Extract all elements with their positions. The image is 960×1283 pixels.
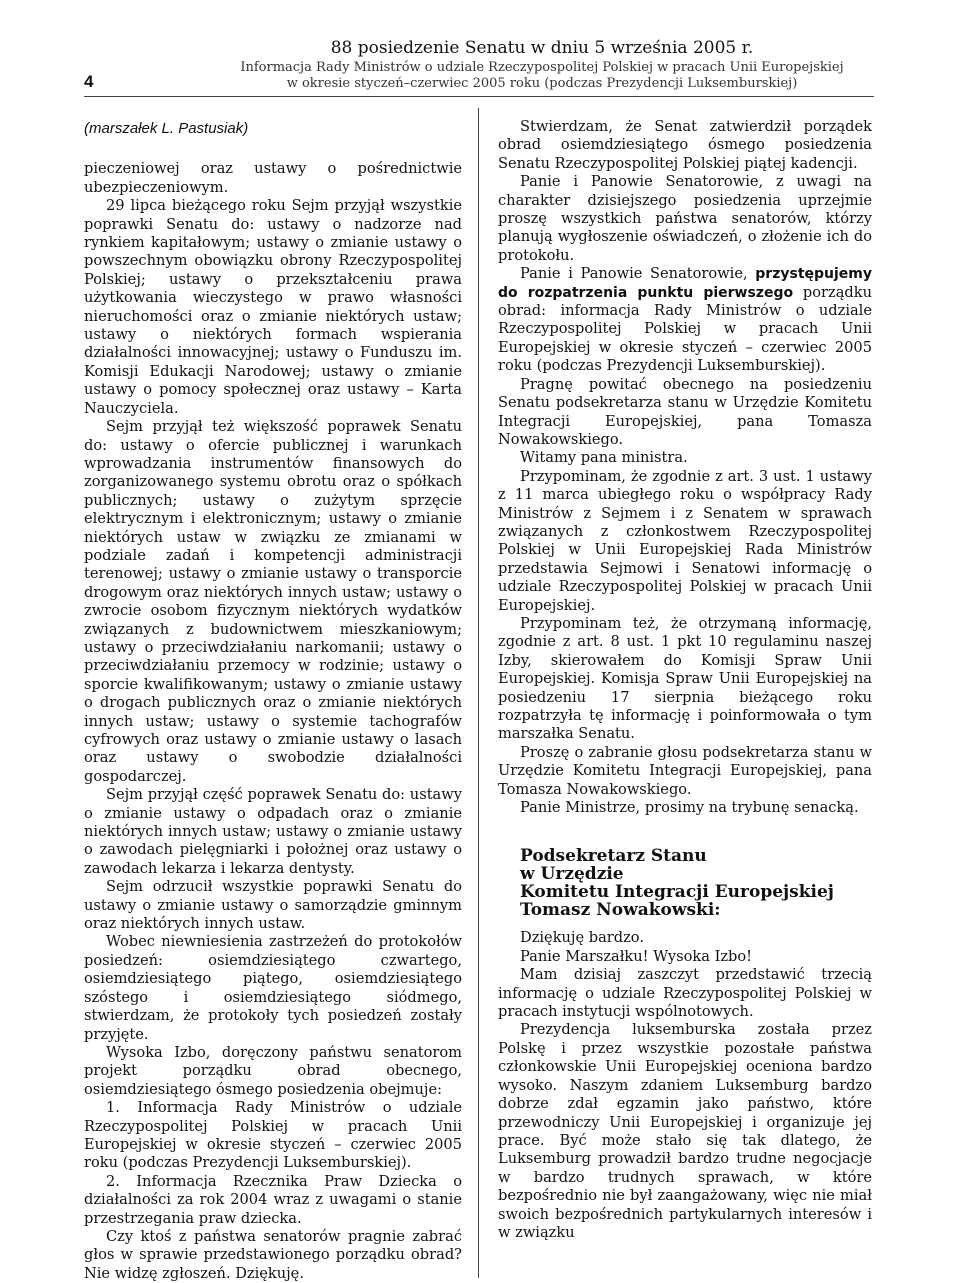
paragraph: Proszę o zabranie głosu podsekretarza stanu w Urzędzie Komitetu Integracji Europejskiej, pana Tomasza Nowakowskiego. xyxy=(498,743,872,798)
header-rule xyxy=(84,96,874,97)
header-subtitle-line1: Informacja Rady Ministrów o udziale Rzeczypospolitej Polskiej w pracach Unii Europejskiej xyxy=(240,60,844,75)
paragraph: Pragnę powitać obecnego na posiedzeniu Senatu podsekretarza stanu w Urzędzie Komitetu Integracji Europejskiej, pana Tomasza Nowakowskiego. xyxy=(498,375,872,448)
paragraph: Czy ktoś z państwa senatorów pragnie zabrać głos w sprawie przedstawionego porządku obrad? Nie widzę zgłoszeń. Dziękuję. xyxy=(84,1227,462,1282)
left-column xyxy=(84,120,462,1283)
paragraph: Panie Marszałku! Wysoka Izbo! xyxy=(520,947,753,965)
paragraph: Wysoka Izbo, doręczony państwu senatorom projekt porządku obrad obecnego, osiemdziesiątego ósmego posiedzenia obejmuje: xyxy=(84,1043,462,1098)
paragraph: 29 lipca bieżącego roku Sejm przyjął wszystkie poprawki Senatu do: ustawy o nadzorze nad rynkiem kapitałowym; ustawy o zmianie ustawy o powszechnym obowiązku obrony Rzeczypospolitej Polskiej; ustawy o przekształceniu prawa użytkowania wieczystego w prawo własności nieruchomości oraz o zmianie niektórych ustaw; ustawy o niektórych formach wspierania działalności innowacyjnej; ustawy o Funduszu im. Komisji Edukacji Narodowej; ustawy o zmianie ustawy o pomocy społecznej oraz ustawy – Karta Nauczyciela. xyxy=(84,197,462,417)
paragraph: Witamy pana ministra. xyxy=(520,449,688,467)
agenda-intro: Panie i Panowie Senatorowie, xyxy=(520,265,756,283)
column-divider xyxy=(478,108,479,1278)
agenda-item-2: 2. Informacja Rzecznika Praw Dziecka o działalności za rok 2004 wraz z uwagami o stanie przestrzegania praw dziecka. xyxy=(84,1172,462,1227)
paragraph: pieczeniowej oraz ustawy o pośrednictwie ubezpieczeniowym. xyxy=(84,160,462,196)
agenda-bold-phrase: przystępujemy do rozpatrzenia punktu pierwszego xyxy=(498,266,872,301)
paragraph: Dziękuję bardzo. xyxy=(520,929,644,947)
paragraph: Sejm odrzucił wszystkie poprawki Senatu do ustawy o zmianie ustawy o samorządzie gminnym oraz niektórych innych ustaw. xyxy=(84,878,462,933)
agenda-item-1: 1. Informacja Rady Ministrów o udziale Rzeczypospolitej Polskiej w pracach Unii Europejskiej w okresie styczeń – czerwiec 2005 roku (podczas Prezydencji Luksemburskiej). xyxy=(84,1099,462,1172)
paragraph: Stwierdzam, że Senat zatwierdził porządek obrad osiemdziesiątego ósmego posiedzenia Senatu Rzeczypospolitej Polskiej piątej kadencji. xyxy=(498,118,872,172)
header-subtitle-line2: w okresie styczeń–czerwiec 2005 roku (podczas Prezydencji Luksemburskiej) xyxy=(286,76,798,91)
paragraph: Sejm przyjął też większość poprawek Senatu do: ustawy o ofercie publicznej i warunkach wprowadzania instrumentów finansowych do zorganizowanego systemu obrotu oraz o spółkach publicznych; ustawy o zużytym sprzęcie elektrycznym i elektronicznym; ustawy o zmianie niektórych ustaw w związku ze zmianami w podziale zadań i kompetencji administracji terenowej; ustawy o zmianie ustawy o transporcie drogowym oraz niektórych innych ustaw; ustawy o zwrocie osobom fizycznym niektórych wydatków związanych z budownictwem mieszkaniowym; ustawy o przeciwdziałaniu narkomanii; ustawy o przeciwdziałaniu przemocy w rodzinie; ustawy o sporcie kwalifikowanym; ustawy o zmianie ustawy o drogach publicznych oraz o zmianie niektórych innych ustaw; ustawy o systemie tachografów cyfrowych oraz ustawy o zmianie ustawy o lasach oraz ustawy o swobodzie działalności gospodarczej. xyxy=(84,418,462,785)
paragraph: Wobec niewniesienia zastrzeżeń do protokołów posiedzeń: osiemdziesiątego czwartego, osiemdziesiątego piątego, osiemdziesiątego szóstego i osiemdziesiątego siódmego, stwierdzam, że protokoły tych posiedzeń zostały przyjęte. xyxy=(84,933,462,1043)
agenda-paragraph xyxy=(498,265,872,375)
right-column xyxy=(498,118,872,1242)
speaker-heading-line: Podsekretarz Stanu xyxy=(520,846,707,867)
speaker-heading-line: Tomasz Nowakowski: xyxy=(520,900,721,921)
speaker-heading xyxy=(520,847,872,919)
paragraph: Przypominam też, że otrzymaną informację, zgodnie z art. 8 ust. 1 pkt 10 regulaminu naszej Izby, skierowałem do Komisji Spraw Unii Europejskiej. Komisja Spraw Unii Europejskiej na posiedzeniu 17 sierpnia bieżącego roku rozpatrzyła tę informację i poinformowała o tym marszałka Senatu. xyxy=(498,614,872,743)
paragraph: Sejm przyjął część poprawek Senatu do: ustawy o zmianie ustawy o odpadach oraz o zmianie niektórych innych ustaw; ustawy o zmianie ustawy o zawodach pielęgniarki i położnej oraz ustawy o zawodach lekarza i lekarza dentysty. xyxy=(84,786,462,877)
agenda-rest: porządku obrad: informacja Rady Ministrów o udziale Rzeczypospolitej Polskiej w pracach Unii Europejskiej w okresie styczeń – czerwiec 2005 roku (podczas Prezydencji Luksemburskiej). xyxy=(498,283,872,375)
header-title: 88 posiedzenie Senatu w dniu 5 września 2005 r. xyxy=(330,38,754,58)
paragraph: Mam dzisiaj zaszczyt przedstawić trzecią informację o udziale Rzeczypospolitej Polskiej w pracach instytucji wspólnotowych. xyxy=(498,966,872,1021)
speaker-label: (marszałek L. Pastusiak) xyxy=(84,120,249,137)
paragraph: Panie i Panowie Senatorowie, z uwagi na charakter dzisiejszego posiedzenia uprzejmie proszę wszystkich państwa senatorów, którzy planują wygłoszenie oświadczeń, o złożenie ich do protokołu. xyxy=(498,173,872,264)
paragraph: Panie Ministrze, prosimy na trybunę senacką. xyxy=(520,799,859,817)
paragraph: Prezydencja luksemburska została przez Polskę i przez wszystkie pozostałe państwa członkowskie Unii Europejskiej oceniona bardzo wysoko. Naszym zdaniem Luksemburg bardzo dobrze zdał egzamin jako państwo, które przewodniczy Unii Europejskiej i organizuje jej prace. Być może stało się tak dlatego, że Luksemburg prowadził bardzo trudne negocjacje w bardzo trudnych sprawach, w które bezpośrednio nie był zaangażowany, więc nie miał swoich bezpośrednich partykularnych interesów i w związku xyxy=(498,1021,872,1241)
speaker-heading-line: Komitetu Integracji Europejskiej xyxy=(520,882,834,903)
paragraph: Przypominam, że zgodnie z art. 3 ust. 1 ustawy z 11 marca ubiegłego roku o współpracy Rady Ministrów z Sejmem i z Senatem w sprawach związanych z członkostwem Rzeczypospolitej Polskiej w Unii Europejskiej Rada Ministrów przedstawia Sejmowi i Senatowi informację o udziale Rzeczypospolitej Polskiej w pracach Unii Europejskiej. xyxy=(498,467,872,614)
page-header xyxy=(84,38,870,96)
speaker-heading-line: w Urzędzie xyxy=(520,864,624,885)
page-number: 4 xyxy=(84,72,94,91)
